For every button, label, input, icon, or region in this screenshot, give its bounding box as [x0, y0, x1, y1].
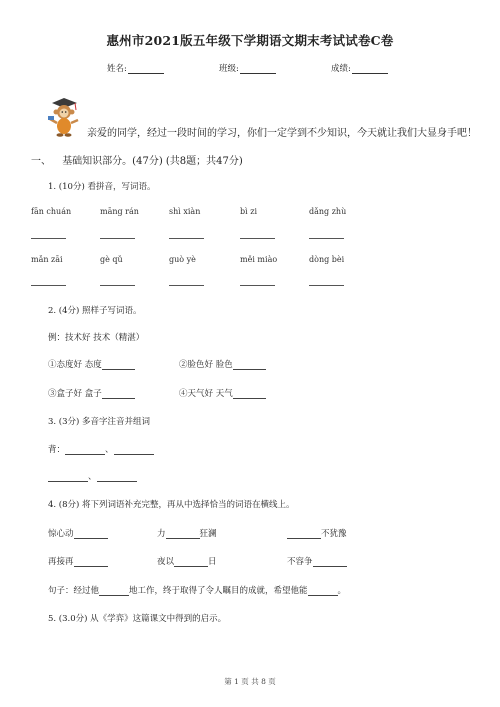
- page-title: 惠州市2021版五年级下学期语文期末考试试卷C卷: [106, 33, 394, 48]
- fill-item: [48, 555, 108, 567]
- answer-line[interactable]: [169, 238, 204, 239]
- name-label: 姓名:: [107, 64, 127, 74]
- pinyin: fān chuán: [31, 207, 72, 216]
- class-blank[interactable]: [240, 64, 276, 74]
- answer-line[interactable]: [100, 238, 135, 239]
- item-text: ④天气好 天气: [179, 389, 233, 399]
- fill-item: [157, 527, 217, 539]
- sentence-text: 句子：经过他: [48, 586, 100, 596]
- item-text: 不犹豫: [321, 529, 347, 539]
- sentence-text: 地工作，终于取得了令人瞩目的成就，希望他能: [129, 586, 308, 596]
- item-text: ①态度好 态度: [48, 360, 102, 370]
- page-footer: 第 1 页 共 8 页: [224, 677, 276, 686]
- item-text: 不容争: [287, 557, 313, 567]
- pinyin: měi miào: [240, 255, 278, 264]
- question-4-header: 4. (8分) 将下列词语补充完整，再从中选择恰当的词语在横线上。: [48, 500, 295, 510]
- section-number: 一、: [31, 156, 51, 167]
- score-blank[interactable]: [352, 64, 388, 74]
- answer-blank[interactable]: [65, 445, 105, 455]
- answer-line[interactable]: [309, 285, 344, 286]
- section-heading: [31, 152, 243, 167]
- pinyin: gè qǔ: [100, 255, 123, 264]
- pinyin: dǎng zhù: [309, 207, 347, 216]
- example-text: 例：技术好 技术（精湛）: [48, 333, 145, 343]
- fill-item: [179, 387, 266, 399]
- item-text: 再接再: [48, 557, 74, 567]
- answer-blank[interactable]: [102, 360, 135, 370]
- answer-line[interactable]: [309, 238, 344, 239]
- answer-blank[interactable]: [233, 389, 266, 399]
- fill-item: [157, 555, 217, 567]
- sentence-row: [48, 584, 346, 596]
- answer-blank[interactable]: [74, 557, 108, 567]
- name-blank[interactable]: [128, 64, 164, 74]
- item-text: ②脸色好 脸色: [179, 360, 233, 370]
- answer-blank[interactable]: [99, 586, 129, 596]
- separator: 、: [88, 472, 97, 482]
- separator: 、: [105, 445, 114, 455]
- monkey-mascot-icon: [46, 95, 82, 137]
- answer-blank[interactable]: [114, 445, 154, 455]
- polyphone-row: [48, 443, 154, 455]
- fill-item: [48, 387, 135, 399]
- item-text: 日: [208, 557, 217, 567]
- item-text: ③盒子好 盒子: [48, 389, 102, 399]
- item-text: 狂澜: [199, 529, 217, 539]
- question-5-header: 5. (3.0分) 从《学弈》这篇课文中得到的启示。: [48, 614, 227, 624]
- score-field: [331, 62, 388, 74]
- fill-item: [48, 527, 108, 539]
- sentence-text: 。: [337, 586, 347, 596]
- answer-blank[interactable]: [166, 529, 200, 539]
- pinyin: māng rán: [100, 207, 139, 216]
- intro-text: 亲爱的同学，经过一段时间的学习，你们一定学到不少知识，今天就让我们大显身手吧！: [87, 128, 477, 139]
- question-1-header: 1. (10分) 看拼音，写词语。: [48, 182, 156, 192]
- score-label: 成绩:: [331, 64, 351, 74]
- name-field: [107, 62, 164, 74]
- answer-line[interactable]: [100, 285, 135, 286]
- polyphone-row: [48, 470, 137, 482]
- pinyin: bì zi: [240, 207, 257, 216]
- answer-blank[interactable]: [287, 529, 321, 539]
- pinyin: dòng bèi: [309, 255, 345, 264]
- answer-blank[interactable]: [102, 389, 135, 399]
- question-2-header: 2. (4分) 照样子写词语。: [48, 306, 142, 316]
- answer-blank[interactable]: [97, 472, 137, 482]
- fill-item: [287, 527, 347, 539]
- item-text: 夜以: [157, 557, 175, 567]
- answer-line[interactable]: [240, 238, 275, 239]
- fill-item: [48, 358, 135, 370]
- answer-line[interactable]: [240, 285, 275, 286]
- answer-line[interactable]: [31, 238, 66, 239]
- pinyin: guò yè: [169, 255, 196, 264]
- answer-line[interactable]: [31, 285, 66, 286]
- answer-blank[interactable]: [48, 472, 88, 482]
- class-field: [219, 62, 276, 74]
- fill-item: [179, 358, 266, 370]
- answer-blank[interactable]: [313, 557, 347, 567]
- fill-item: [287, 555, 347, 567]
- answer-blank[interactable]: [233, 360, 266, 370]
- pinyin: shì xiàn: [169, 207, 201, 216]
- section-text: 基础知识部分。(47分) (共8题；共47分): [62, 156, 243, 167]
- polyphone-char: 背：: [48, 445, 66, 455]
- item-text: 力: [157, 529, 166, 539]
- answer-line[interactable]: [169, 285, 204, 286]
- item-text: 惊心动: [48, 529, 74, 539]
- question-3-header: 3. (3分) 多音字注音并组词: [48, 417, 151, 427]
- pinyin: mǎn zāi: [31, 255, 63, 264]
- answer-blank[interactable]: [308, 586, 338, 596]
- answer-blank[interactable]: [74, 529, 108, 539]
- answer-blank[interactable]: [174, 557, 208, 567]
- class-label: 班级:: [219, 64, 239, 74]
